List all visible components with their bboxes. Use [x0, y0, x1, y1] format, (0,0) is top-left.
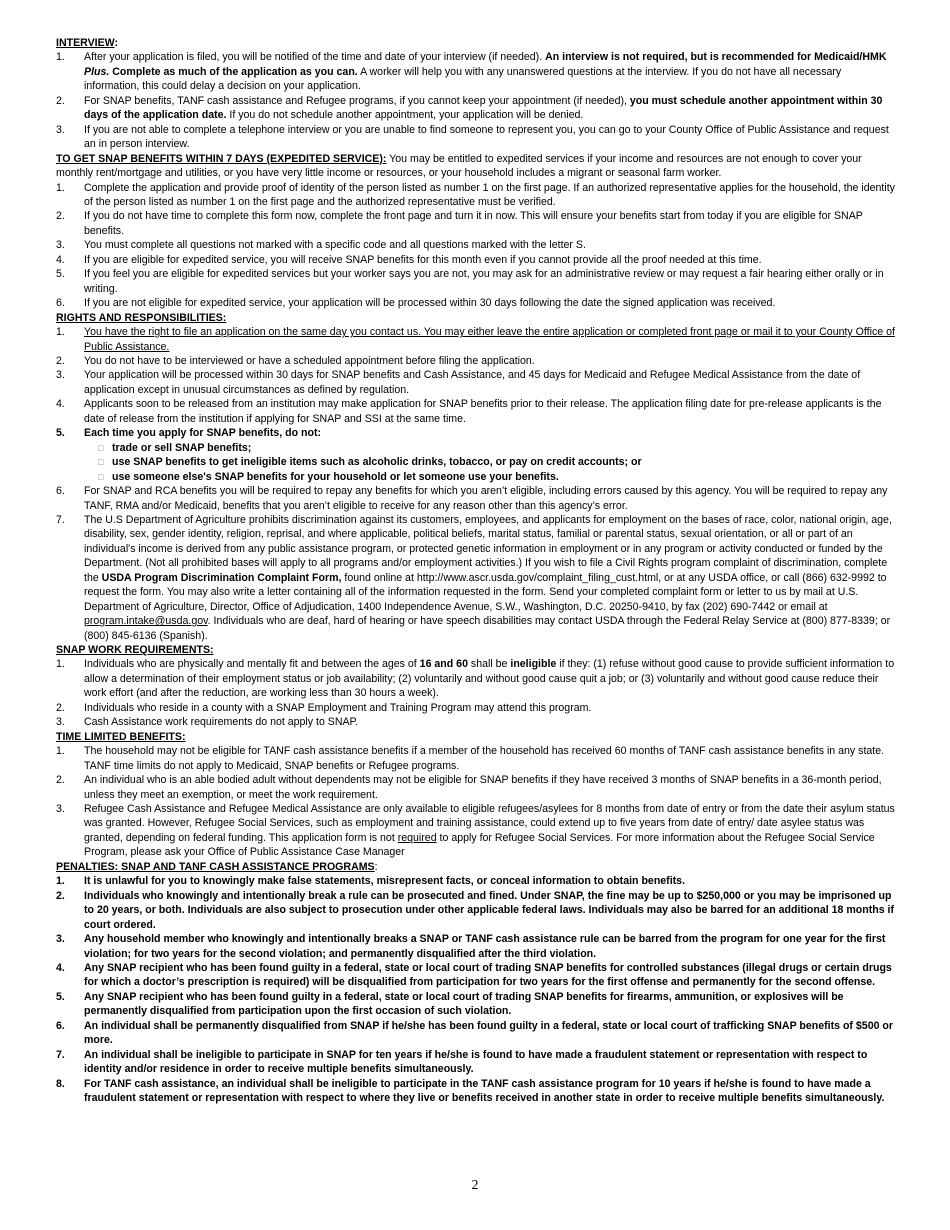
list-item: [56, 181, 896, 210]
list-item: [56, 209, 896, 238]
expedited-intro: [56, 152, 896, 181]
item-number: 8.: [56, 1077, 65, 1090]
heading-text: PENALTIES: SNAP AND TANF CASH ASSISTANCE PROGRAMS: [56, 860, 375, 873]
item-text: You have the right to file an application on the same day you contact us. You may either leave the entire application or completed front page or mail it to your County Office of Public Assistance.: [84, 326, 895, 353]
item-text: Individuals who reside in a county with a SNAP Employment and Training Program may attend this program.: [84, 701, 592, 714]
list-item: [56, 802, 896, 860]
checkbox-bullet-icon: □: [98, 457, 104, 468]
work-heading: SNAP WORK REQUIREMENTS:: [56, 644, 214, 657]
item-number: 1.: [56, 181, 65, 194]
list-item: [56, 513, 896, 643]
sub-item-text: use someone else's SNAP benefits for your household or let someone use your benefits.: [112, 470, 559, 483]
list-item: [56, 397, 896, 426]
text-run: . Individuals who are deaf, hard of hearing or have speech disabilities may contact USDA through the Federal Relay Service at (800) 877-8339; or (800) 845-6136 (Spanish).: [84, 615, 891, 642]
bold-run: you must schedule another appointment within 30 days of the application date.: [84, 94, 883, 122]
item-number: 6.: [56, 485, 65, 498]
item-number: 2.: [56, 701, 65, 714]
checkbox-bullet-icon: □: [98, 442, 104, 453]
list-item: [56, 50, 896, 93]
item-text: An individual shall be permanently disqualified from SNAP if he/she has been found guilty in a federal, state or local court of trafficking SNAP benefits of $500 or more.: [84, 1019, 894, 1047]
item-text: [84, 802, 896, 860]
list-item: [56, 773, 896, 802]
sub-list-item: [56, 441, 896, 455]
heading-colon: :: [114, 37, 119, 49]
bold-run: 16 and 60: [419, 658, 468, 671]
item-text: Applicants soon to be released from an institution may make application for SNAP benefits prior to their release. The application filing date for pre-release applicants is the date of release from the institution if applying for SNAP and SSI at the same time.: [84, 398, 882, 425]
list-item: [56, 874, 896, 888]
heading-text: INTERVIEW: [56, 37, 115, 49]
item-number: 1.: [56, 658, 65, 671]
list-item: [56, 744, 896, 773]
work-section: [56, 643, 896, 730]
item-text: For TANF cash assistance, an individual shall be ineligible to participate in the TANF cash assistance program for 10 years if he/she is found to have made a fraudulent statement or representation with respect to where they live or benefits received in another state in order to receive multiple benefits simultaneously.: [84, 1077, 885, 1105]
item-text: If you are eligible for expedited service, you will receive SNAP benefits for this month even if you cannot provide all the proof needed at this time.: [84, 253, 762, 266]
item-text: For SNAP and RCA benefits you will be required to repay any benefits for which you aren’t eligible, including errors caused by this agency. You will be required to repay any TANF, RMA and/or Medicaid, benefits that you aren’t eligible to receive for any reason other than this agency’s error.: [84, 485, 888, 512]
item-text: Your application will be processed within 30 days for SNAP benefits and Cash Assistance, and 45 days for Medicaid and Refugee Medical Assistance from the date of application except in unusual circumstances as defined by regulation.: [84, 369, 861, 396]
list-item: [56, 484, 896, 513]
item-number: 2.: [56, 774, 65, 787]
bold-run: USDA Program Discrimination Complaint Form,: [101, 571, 342, 584]
list-item: [56, 701, 896, 715]
sub-item-text: use SNAP benefits to get ineligible items such as alcoholic drinks, tobacco, or pay on credit accounts; or: [112, 456, 642, 469]
item-number: 3.: [56, 369, 65, 382]
document-page: [56, 36, 896, 1106]
item-text: Cash Assistance work requirements do not apply to SNAP.: [84, 716, 359, 729]
item-text: It is unlawful for you to knowingly make false statements, misrepresent facts, or conceal information to obtain benefits.: [84, 875, 686, 888]
list-item: [56, 715, 896, 729]
list-item: [56, 325, 896, 354]
item-number: 3.: [56, 716, 65, 729]
item-text: Any SNAP recipient who has been found guilty in a federal, state or local court of trading SNAP benefits for firearms, ammunition, or explosives will be permanently disqualified from participation upon the first occasion of such violation.: [84, 990, 844, 1018]
text-run: Individuals who are physically and mentally fit and between the ages of: [84, 658, 420, 671]
penalties-heading: [56, 860, 896, 874]
sub-item-text: trade or sell SNAP benefits;: [112, 441, 252, 454]
text-run: found online at http://www.ascr.usda.gov/complaint_filing_cust.html, or at any USDA office, or call (866) 632-9992 to request the form. You may also write a letter containing all of the information requested in the form. Send your completed complaint form or letter to us by mail at U.S. Department of Agriculture, Director, Office of Adjudication, 1400 Independence Avenue, S.W., Washington, D.C. 20250-9410, by fax (202) 690-7442 or email at: [84, 571, 887, 613]
list-item: [56, 94, 896, 123]
list-item: [56, 889, 896, 932]
underlined-run: required: [397, 831, 437, 844]
text-run: The U.S Department of Agriculture prohibits discrimination against its customers, employees, and applicants for employment on the bases of race, color, national origin, age, disability, sex, gender identity, religion, reprisal, and where applicable, political beliefs, marital status, familial or parental status, sexual orientation, or all or part of an individual's income is derived from any public assistance program, or protected genetic information in employment or in any program or activity conducted or funded by the Department. (Not all prohibited bases will apply to all programs and/or employment activities.) If you wish to file a Civil Rights program complaint of discrimination, complete the: [84, 513, 892, 584]
item-number: 5.: [56, 990, 65, 1003]
intro-text: You may be entitled to expedited services if your income and resources are not enough to cover your monthly rent/mortgage and utilities, or you have very little income or resources, or your household includes a migrant or seasonal farm worker.: [56, 152, 862, 180]
item-number: 1.: [56, 51, 65, 64]
list-item: [56, 426, 896, 440]
bold-italic-run: Plus.: [84, 65, 110, 78]
item-text: [84, 94, 896, 123]
email-link[interactable]: program.intake@usda.gov: [84, 615, 208, 628]
page-number: 2: [471, 1178, 479, 1193]
sub-list-item: [56, 470, 896, 484]
list-item: [56, 932, 896, 961]
item-text: [84, 50, 896, 93]
list-item: [56, 368, 896, 397]
rights-heading: RIGHTS AND RESPONSIBILITIES:: [56, 311, 227, 324]
bold-run: Complete as much of the application as you can.: [109, 65, 358, 78]
item-text: [84, 657, 896, 700]
list-item: [56, 253, 896, 267]
item-number: 5.: [56, 427, 65, 440]
text-run: to apply for Refugee Social Services. For more information about the Refugee Social Service Program, please ask your Office of Public Assistance Case Manager: [84, 831, 875, 859]
list-item: [56, 1019, 896, 1048]
item-number: 4.: [56, 398, 65, 411]
list-item: [56, 238, 896, 252]
text-run: For SNAP benefits, TANF cash assistance and Refugee programs, if you cannot keep your appointment (if needed),: [84, 94, 630, 107]
item-number: 5.: [56, 268, 65, 281]
item-text: The household may not be eligible for TANF cash assistance benefits if a member of the household has received 60 months of TANF cash assistance benefits in any state. TANF time limits do not apply to Medicaid, SNAP benefits or Refugee programs.: [84, 745, 885, 772]
text-run: Refugee Cash Assistance and Refugee Medical Assistance are only available to eligible refugees/asylees for 8 months from date of entry or from the date their asylum status was granted. However, Refugee Social Services, such as employment and training assistance, could extend up to five years from date of entry/ date asylee status was granted, depending on federal funding. This application form is not: [84, 803, 895, 844]
item-number: 2.: [56, 354, 65, 367]
item-number: 3.: [56, 803, 65, 816]
item-number: 2.: [56, 889, 65, 902]
item-number: 6.: [56, 1019, 65, 1032]
bold-run: ineligible: [510, 658, 557, 671]
text-run: After your application is filed, you will be notified of the time and date of your interview (if needed).: [84, 51, 546, 64]
item-number: 7.: [56, 513, 65, 526]
heading-text: TO GET SNAP BENEFITS WITHIN 7 DAYS (EXPEDITED SERVICE):: [56, 152, 387, 165]
item-number: 2.: [56, 210, 65, 223]
list-item: [56, 267, 896, 296]
item-text: [84, 513, 896, 643]
item-text: An individual who is an able bodied adult without dependents may not be eligible for SNAP benefits if they have received 3 months of SNAP benefits in a 36-month period, unless they meet an exemption, or meet the work requirement.: [84, 774, 882, 801]
list-item: [56, 296, 896, 310]
item-number: 4.: [56, 962, 65, 974]
checkbox-bullet-icon: □: [98, 471, 104, 482]
expedited-section: [56, 152, 896, 311]
bold-run: An interview is not required, but is recommended for Medicaid/HMK: [545, 51, 887, 64]
text-run: if they: (1) refuse without good cause to provide sufficient information to allow a determination of their employment status or job availability; (2) voluntarily and without good cause quit a job; or (3) voluntarily and without good cause reduce their work effort (and after the reduction, are working less than 30 hours a week).: [84, 658, 895, 700]
item-text: Complete the application and provide proof of identity of the person listed as number 1 on the first page. If an authorized representative applies for the household, the identity of the person listed as number 1 on the first page and the authorized representative must be verified.: [84, 181, 895, 208]
item-text: Individuals who knowingly and intentionally break a rule can be prosecuted and fined. Under SNAP, the fine may be up to $250,000 or you may be imprisoned up to 20 years, or both. Individuals are also subject to prosecution under other applicable federal laws. Individuals may also be barred for an additional 18 months if court ordered.: [84, 889, 895, 931]
rights-section: [56, 311, 896, 643]
list-item: [56, 990, 896, 1019]
item-number: 7.: [56, 1048, 65, 1061]
item-text: Each time you apply for SNAP benefits, do not:: [84, 427, 322, 440]
text-run: shall be: [467, 658, 511, 671]
sub-list-item: [56, 455, 896, 469]
text-run: A worker will help you with any unanswered questions at the interview. If you do not have all necessary information, this could delay a decision on your application.: [84, 65, 842, 93]
list-item: [56, 1077, 896, 1106]
list-item: [56, 1048, 896, 1077]
item-text: If you do not have time to complete this form now, complete the front page and turn it in now. This will ensure your benefits start from today if you are eligible for SNAP benefits.: [84, 210, 863, 237]
item-number: 2.: [56, 94, 65, 107]
text-run: If you do not schedule another appointment, your application will be denied.: [226, 109, 584, 122]
item-text: If you feel you are eligible for expedited services but your worker says you are not, you may ask for an administrative review or may request a fair hearing either orally or in writing.: [84, 268, 884, 295]
item-number: 3.: [56, 123, 65, 136]
item-number: 3.: [56, 239, 65, 252]
item-number: 6.: [56, 297, 65, 310]
list-item: [56, 354, 896, 368]
list-item: [56, 657, 896, 700]
item-text: An individual shall be ineligible to participate in SNAP for ten years if he/she is found to have made a fraudulent statement or representation with respect to identity and/or residence in order to receive multiple benefits simultaneously.: [84, 1048, 868, 1076]
item-text: Any household member who knowingly and intentionally breaks a SNAP or TANF cash assistance rule can be barred from the program for one year for the first violation; for two years for the second violation; and permanently disqualified after the third violation.: [84, 933, 886, 960]
list-item: [56, 123, 896, 152]
interview-heading: [56, 36, 896, 50]
item-number: 1.: [56, 326, 65, 339]
item-text: You must complete all questions not marked with a specific code and all questions marked with the letter S.: [84, 239, 586, 252]
penalties-section: [56, 860, 896, 1106]
time-limited-heading: TIME LIMITED BENEFITS:: [56, 730, 186, 743]
item-text: Any SNAP recipient who has been found guilty in a federal, state or local court of trading SNAP benefits for controlled substances (illegal drugs or certain drugs for which a doctor’s prescription is required) will be disqualified from participation for two years for the first offense and permanently for the second offense.: [84, 962, 892, 989]
item-number: 1.: [56, 745, 65, 758]
list-item: [56, 961, 896, 990]
item-text: If you are not eligible for expedited service, your application will be processed within 30 days following the date the signed application was received.: [84, 297, 776, 310]
item-number: 4.: [56, 253, 65, 266]
item-number: 1.: [56, 875, 65, 888]
item-number: 3.: [56, 933, 65, 946]
interview-section: [56, 36, 896, 152]
item-text: You do not have to be interviewed or have a scheduled appointment before filing the application.: [84, 354, 535, 367]
time-limited-section: [56, 730, 896, 860]
item-text: If you are not able to complete a telephone interview or you are unable to find someone to represent you, you can go to your County Office of Public Assistance and request an in person interview.: [84, 123, 889, 151]
heading-colon: :: [374, 860, 378, 873]
